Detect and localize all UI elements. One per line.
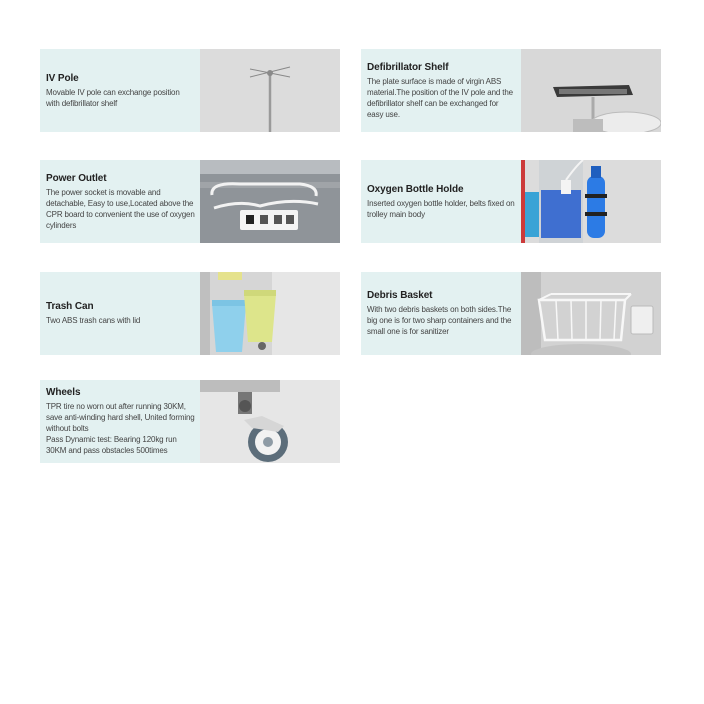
- card-description: Movable IV pole can exchange position with defibrillator shelf: [46, 87, 180, 108]
- card-description: The power socket is movable and detachable, Easy to use,Located above the CPR board to convenient the use of oxygen cylinders: [46, 187, 195, 230]
- iv-pole-photo: [200, 49, 340, 132]
- card-title: Wheels: [46, 387, 81, 398]
- card-text: [361, 272, 516, 355]
- card-title: Debris Basket: [367, 290, 433, 301]
- card-description: The plate surface is made of virgin ABS material.The position of the IV pole and the defibrillator shelf can be exchanged for easy use.: [367, 76, 513, 119]
- feature-card-defibrillator-shelf: [361, 49, 661, 132]
- card-title: Oxygen Bottle Holde: [367, 183, 464, 195]
- card-title: Trash Can: [46, 301, 94, 312]
- card-text: [361, 160, 516, 243]
- card-text: [40, 49, 195, 132]
- debris-basket-photo: [521, 272, 661, 355]
- card-text: [40, 160, 195, 243]
- defibrillator-shelf-photo: [521, 49, 661, 132]
- feature-card-power-outlet: [40, 160, 340, 243]
- card-title: Power Outlet: [46, 172, 107, 184]
- feature-card-wheels: [40, 380, 340, 463]
- card-description: Two ABS trash cans with lid: [46, 316, 141, 325]
- card-text: [361, 49, 516, 132]
- card-description: With two debris baskets on both sides.The big one is for two sharp containers and the small one is for sanitizer: [367, 305, 512, 336]
- card-text: [40, 380, 195, 463]
- power-outlet-photo: [200, 160, 340, 243]
- card-title: IV Pole: [46, 72, 79, 84]
- wheel-photo: [200, 380, 340, 463]
- oxygen-bottle-photo: [521, 160, 661, 243]
- feature-card-trash-can: [40, 272, 340, 355]
- card-description: TPR tire no worn out after running 30KM, save anti-winding hard shell, United forming without bolts Pass Dynamic test: Bearing 120kg run 30KM and pass obstacles 500times: [46, 402, 195, 455]
- feature-card-oxygen-bottle-holder: [361, 160, 661, 243]
- card-title: Defibrillator Shelf: [367, 61, 449, 73]
- card-description: Inserted oxygen bottle holder, belts fixed on trolley main body: [367, 198, 515, 219]
- card-text: [40, 272, 195, 355]
- feature-card-iv-pole: [40, 49, 340, 132]
- feature-card-debris-basket: [361, 272, 661, 355]
- trash-can-photo: [200, 272, 340, 355]
